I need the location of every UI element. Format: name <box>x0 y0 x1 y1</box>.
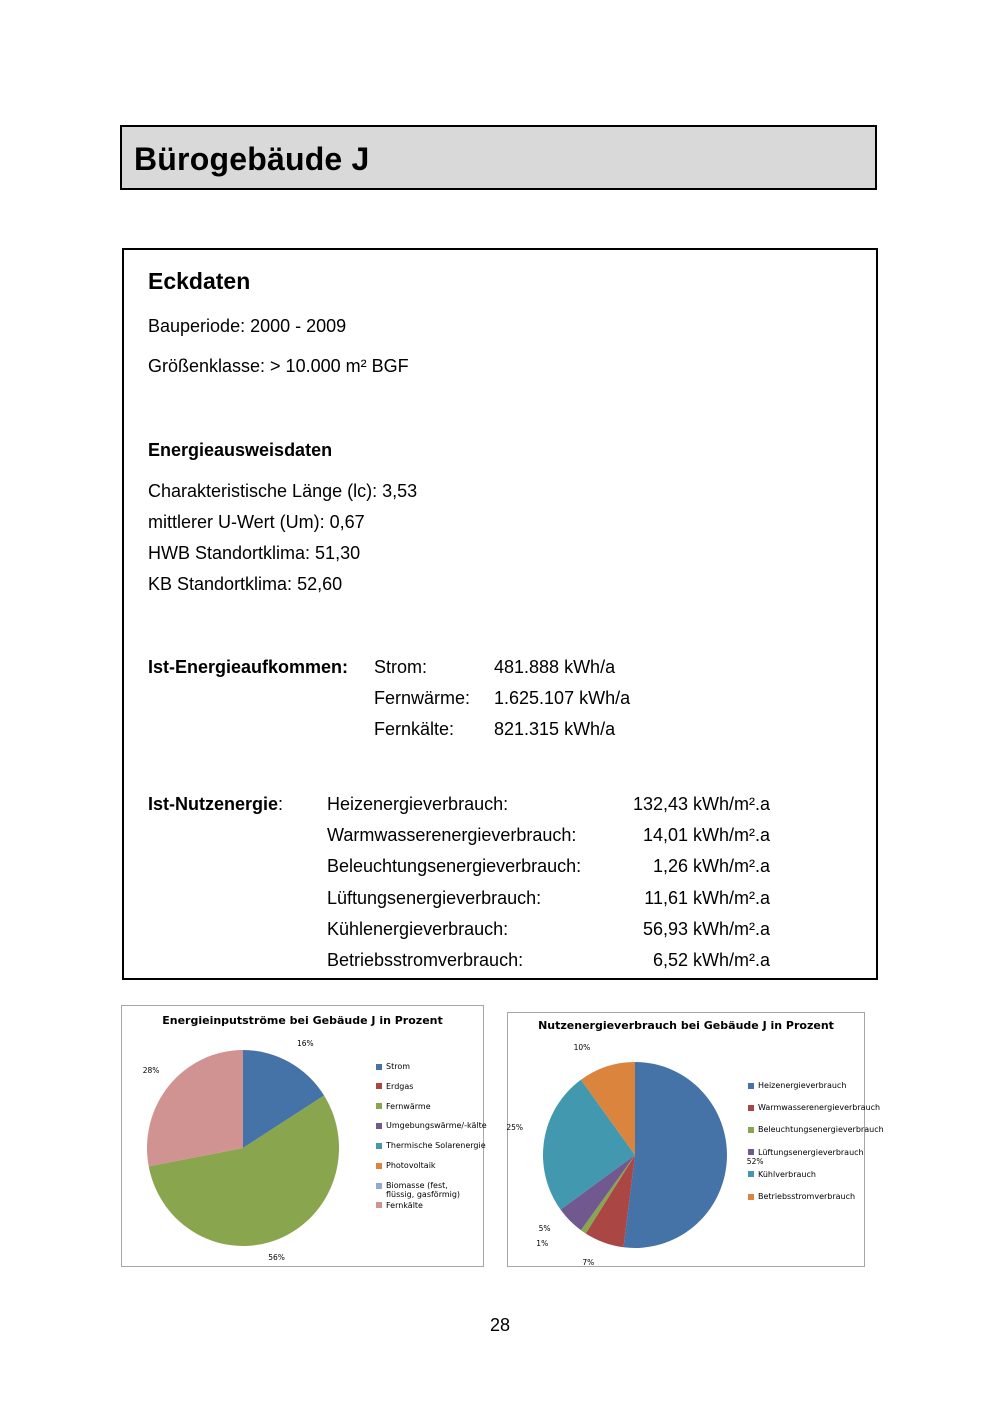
eckdaten-heading: Eckdaten <box>148 268 251 294</box>
energieausweis-heading: Energieausweisdaten <box>148 440 333 460</box>
legend-label: Fernwärme <box>386 1101 431 1111</box>
legend-swatch <box>748 1149 754 1155</box>
pie-data-label: 10% <box>573 1043 591 1053</box>
chart-nutzenergieverbrauch <box>506 1012 884 1267</box>
legend-swatch <box>376 1064 382 1070</box>
legend-swatch <box>376 1123 382 1129</box>
legend-item <box>376 1082 413 1091</box>
pie-data-label: 5% <box>538 1224 551 1234</box>
bauperiode: Bauperiode: 2000 - 2009 <box>148 316 347 336</box>
nutzenergie-value: 1,26 kWh/m².a <box>652 856 770 876</box>
pie-data-label: 1% <box>536 1239 549 1249</box>
legend-swatch <box>748 1171 754 1177</box>
pie-data-label: 7% <box>582 1257 595 1267</box>
page-title: Bürogebäude J <box>134 141 370 177</box>
legend-label: Betriebsstromverbrauch <box>758 1192 856 1201</box>
legend-swatch <box>748 1127 754 1133</box>
legend-item <box>376 1181 476 1199</box>
energieaufkommen-value: 1.625.107 kWh/a <box>494 688 631 708</box>
legend-swatch <box>376 1183 382 1189</box>
legend-label: Thermische Solarenergie <box>386 1141 486 1151</box>
legend-item <box>748 1192 855 1201</box>
nutzenergie-value: 56,93 kWh/m².a <box>642 919 770 939</box>
legend-swatch <box>748 1194 754 1200</box>
legend-item <box>376 1102 431 1111</box>
energieaufkommen-value: 481.888 kWh/a <box>494 657 616 677</box>
nutzenergie-value: 6,52 kWh/m².a <box>652 950 770 970</box>
legend-swatch <box>376 1103 382 1109</box>
ist-nutzenergie-label: Ist-Nutzenergie <box>148 794 279 814</box>
energieausweis-line: KB Standortklima: 52,60 <box>148 574 343 594</box>
pie-slice-heizenergieverbrauch <box>623 1062 727 1248</box>
pie-slice-fernkälte <box>147 1050 243 1166</box>
energieaufkommen-name: Strom: <box>374 657 428 677</box>
ist-nutzenergie-colon: : <box>278 794 284 814</box>
legend-label: Fernkälte <box>386 1200 423 1210</box>
legend-label: Kühlverbrauch <box>758 1169 816 1179</box>
legend-swatch <box>376 1163 382 1169</box>
legend-item <box>748 1148 864 1157</box>
nutzenergie-name: Warmwasserenergieverbrauch: <box>327 825 577 845</box>
legend-item <box>748 1170 816 1179</box>
energieausweis-line: HWB Standortklima: 51,30 <box>148 543 361 563</box>
title-banner <box>120 125 877 190</box>
energieausweis-line: mittlerer U-Wert (Um): 0,67 <box>148 512 365 532</box>
page-number: 28 <box>489 1315 511 1335</box>
legend-label: Umgebungswärme/-kälte <box>386 1121 487 1131</box>
legend-item <box>376 1141 486 1150</box>
legend-item <box>748 1125 884 1134</box>
legend-swatch <box>376 1083 382 1089</box>
legend-swatch <box>748 1083 754 1089</box>
chart-title: Energieinputströme bei Gebäude J in Prozent <box>162 1014 443 1027</box>
legend-item <box>376 1161 436 1170</box>
nutzenergie-value: 14,01 kWh/m².a <box>642 825 770 845</box>
legend-label: Beleuchtungsenergieverbrauch <box>758 1125 884 1135</box>
chart-title: Nutzenergieverbrauch bei Gebäude J in Prozent <box>538 1019 834 1032</box>
ist-nutzenergie-label-row <box>148 794 283 815</box>
legend-item <box>376 1062 410 1071</box>
nutzenergie-name: Betriebsstromverbrauch: <box>327 950 524 970</box>
pie-data-label: 56% <box>268 1253 285 1263</box>
legend-label: Erdgas <box>386 1081 414 1091</box>
legend-label: Heizenergieverbrauch <box>758 1081 847 1090</box>
legend-label: Photovoltaik <box>386 1161 436 1170</box>
pie-data-label: 16% <box>297 1038 314 1048</box>
chart-energieinputstroeme <box>121 1005 487 1267</box>
pie-data-label: 28% <box>142 1065 160 1075</box>
pie-data-label: 25% <box>506 1123 523 1133</box>
nutzenergie-name: Lüftungsenergieverbrauch: <box>327 888 542 908</box>
legend-item <box>748 1081 846 1090</box>
energieaufkommen-value: 821.315 kWh/a <box>494 719 616 739</box>
legend-item <box>376 1121 487 1130</box>
legend-swatch <box>376 1202 382 1208</box>
legend-label: Lüftungsenergieverbrauch <box>758 1147 864 1157</box>
nutzenergie-value: 132,43 kWh/m².a <box>632 794 770 814</box>
energieausweis-line: Charakteristische Länge (lc): 3,53 <box>148 481 418 501</box>
legend-item <box>376 1201 423 1210</box>
legend-swatch <box>376 1143 382 1149</box>
energieaufkommen-name: Fernwärme: <box>374 688 471 708</box>
groessenklasse: Größenklasse: > 10.000 m² BGF <box>148 356 409 376</box>
nutzenergie-value: 11,61 kWh/m².a <box>644 888 770 908</box>
pie-chart-nutzenergie <box>508 1013 866 1268</box>
legend-label: Strom <box>386 1062 411 1071</box>
nutzenergie-name: Heizenergieverbrauch: <box>327 794 509 814</box>
nutzenergie-name: Kühlenergieverbrauch: <box>327 919 509 939</box>
pie-data-label: 52% <box>746 1156 764 1166</box>
legend-swatch <box>748 1105 754 1111</box>
nutzenergie-name: Beleuchtungsenergieverbrauch: <box>327 856 582 876</box>
energieaufkommen-name: Fernkälte: <box>374 719 455 739</box>
legend-label: Warmwasserenergieverbrauch <box>758 1103 881 1113</box>
ist-energieaufkommen-label: Ist-Energieaufkommen: <box>148 657 349 677</box>
legend-label: Biomasse (fest, flüssig, gasförmig) <box>386 1180 461 1199</box>
data-panel <box>122 248 878 980</box>
legend-item <box>748 1103 880 1112</box>
